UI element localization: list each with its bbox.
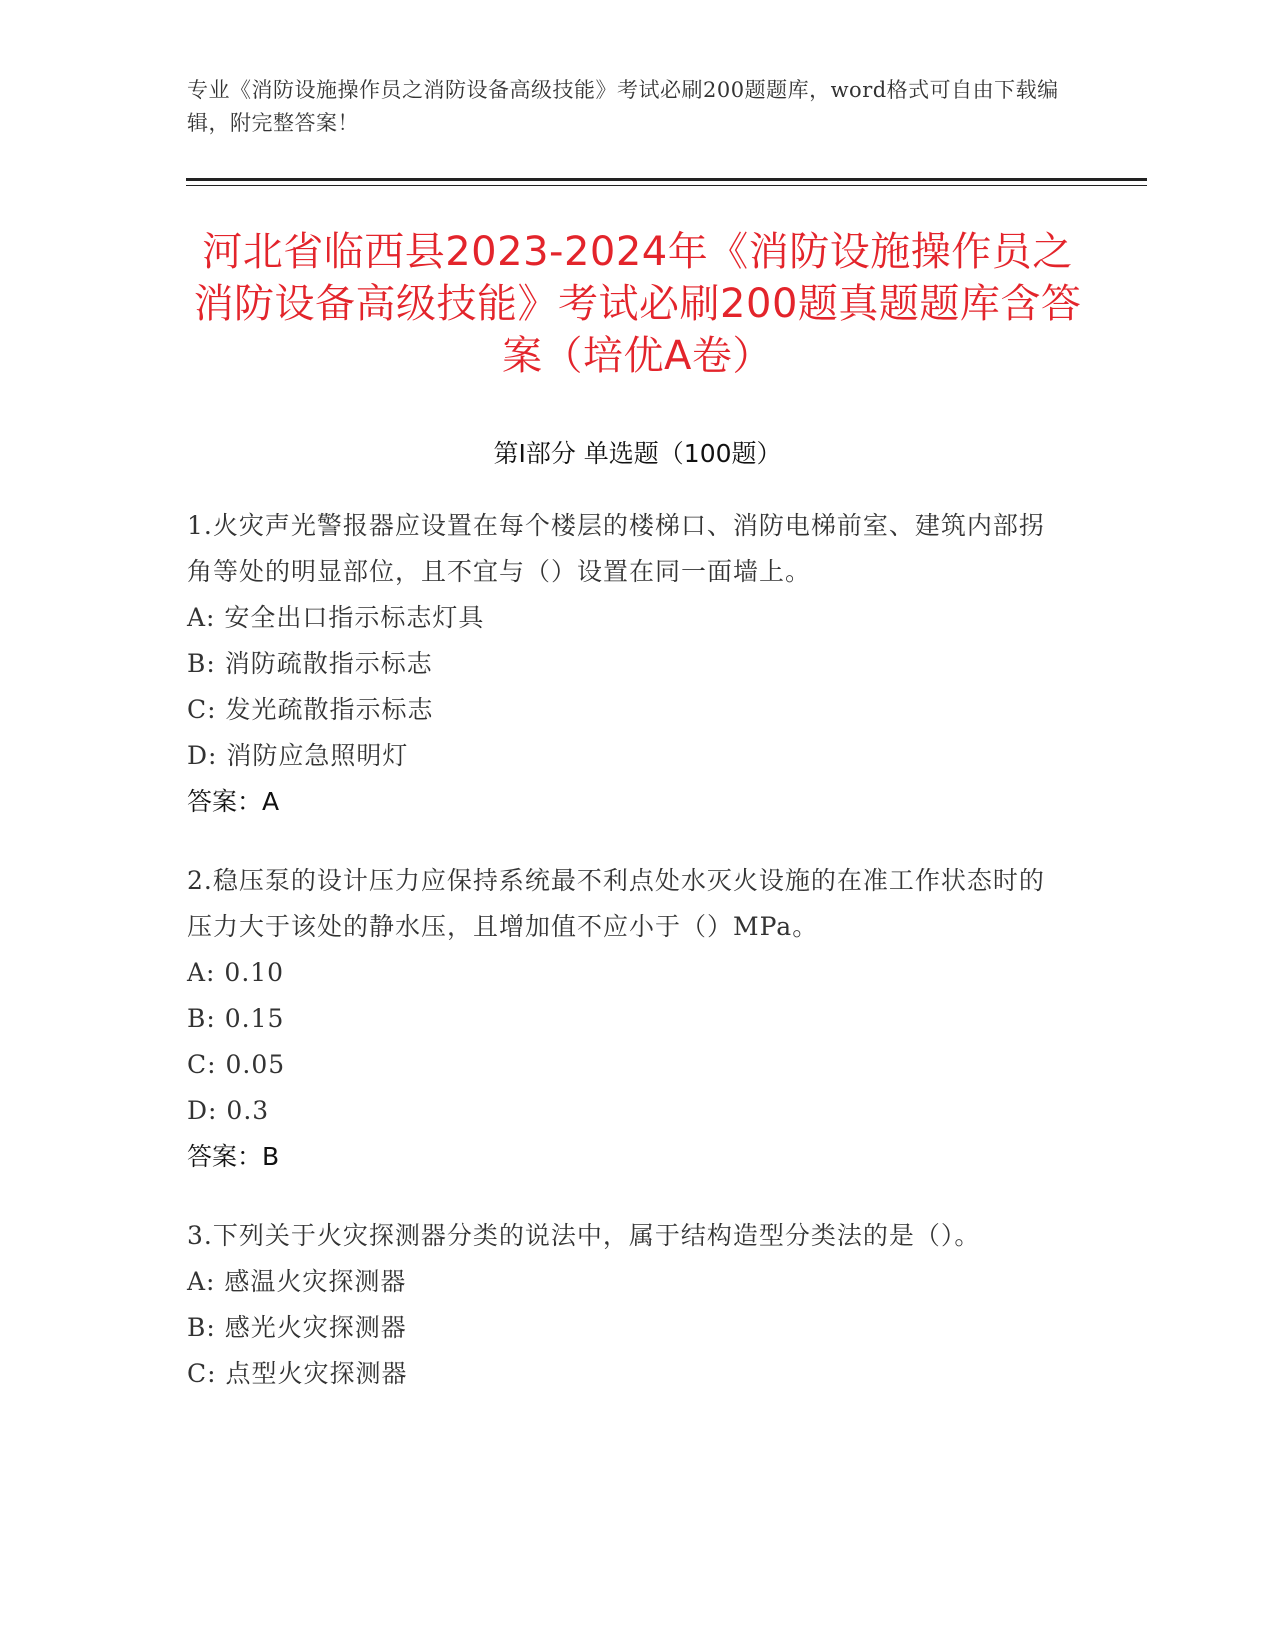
option-c: C: 点型火灾探测器 (187, 1359, 408, 1388)
header-divider-thin (186, 185, 1147, 186)
header-divider-thick (186, 178, 1147, 181)
option-b: B: 0.15 (187, 1004, 285, 1033)
option-b: B: 感光火灾探测器 (187, 1313, 407, 1342)
option-d: D: 0.3 (187, 1096, 270, 1125)
question-text: 3.下列关于火灾探测器分类的说法中，属于结构造型分类法的是（）。 (187, 1221, 981, 1250)
header-note: 专业《消防设施操作员之消防设备高级技能》考试必刷200题题库，word格式可自由下载编辑，附完整答案！ (187, 78, 1059, 135)
question-3 (187, 1213, 1057, 1397)
question-text: 1.火灾声光警报器应设置在每个楼层的楼梯口、消防电梯前室、建筑内部拐角等处的明显部位，且不宜与（）设置在同一面墙上。 (187, 511, 1045, 586)
document-title: 河北省临西县2023-2024年《消防设施操作员之消防设备高级技能》考试必刷200题真题题库含答案（培优A卷） (193, 229, 1082, 379)
answer: 答案：B (187, 1142, 280, 1171)
section-heading: 第I部分 单选题（100题） (493, 439, 782, 468)
question-1 (187, 503, 1057, 825)
option-d: D: 消防应急照明灯 (187, 741, 409, 770)
answer: 答案：A (187, 787, 280, 816)
option-a: A: 感温火灾探测器 (187, 1267, 407, 1296)
option-c: C: 0.05 (187, 1050, 286, 1079)
option-a: A: 0.10 (187, 958, 285, 987)
option-a: A: 安全出口指示标志灯具 (187, 603, 485, 632)
option-c: C: 发光疏散指示标志 (187, 695, 434, 724)
question-2 (187, 858, 1057, 1180)
question-text: 2.稳压泵的设计压力应保持系统最不利点处水灭火设施的在准工作状态时的压力大于该处的静水压，且增加值不应小于（）MPa。 (187, 866, 1045, 941)
option-b: B: 消防疏散指示标志 (187, 649, 433, 678)
